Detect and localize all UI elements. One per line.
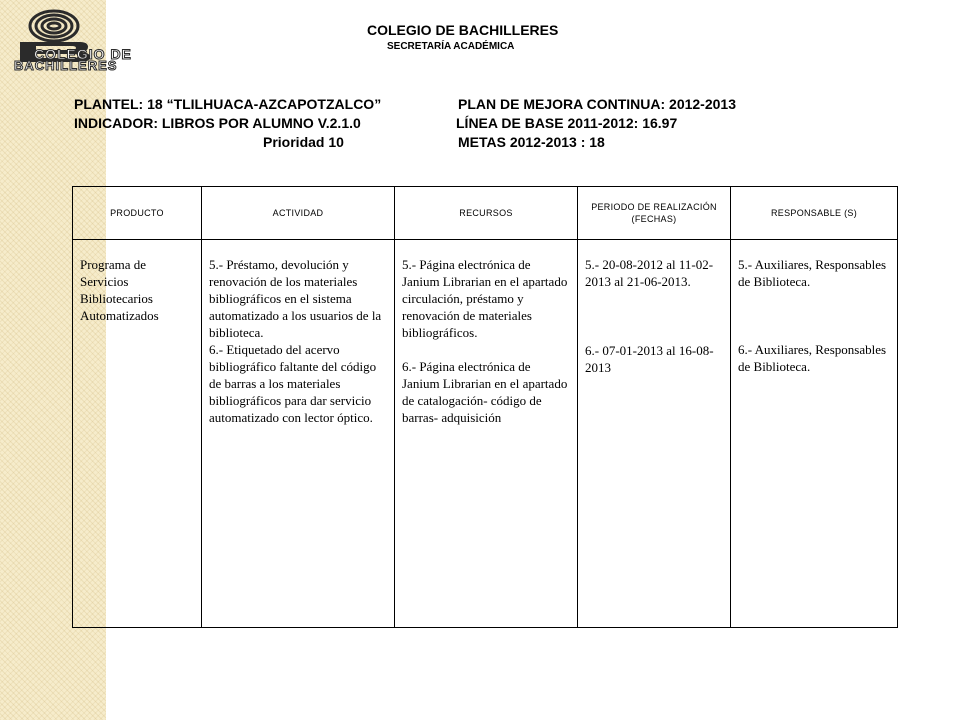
metas-label: METAS 2012-2013 : 18 [458, 134, 605, 150]
prioridad-label: Prioridad 10 [263, 134, 344, 150]
recursos-5-text: 5.- Página electrónica de Janium Librarian en el apartado circulación, préstamo y renovación de materiales bibliográficos. [402, 257, 568, 340]
logo-text-line2: BACHILLERES [14, 58, 118, 73]
indicador-label: INDICADOR: LIBROS POR ALUMNO V.2.1.0 [74, 115, 361, 131]
table-header-row [73, 187, 898, 240]
plan-label: PLAN DE MEJORA CONTINUA: 2012-2013 [458, 96, 736, 112]
actividad-5-text: 5.- Préstamo, devolución y renovación de los materiales bibliográficos en el sistema automatizado a los usuarios de la biblioteca. [209, 257, 382, 340]
org-title: COLEGIO DE BACHILLERES [367, 22, 559, 38]
plan-table [72, 186, 898, 628]
col-header-periodo: PERIODO DE REALIZACIÓN (FECHAS) [578, 187, 731, 240]
col-header-actividad: ACTIVIDAD [202, 187, 395, 240]
responsable-6-text: 6.- Auxiliares, Responsables de Biblioteca. [738, 342, 887, 374]
periodo-6-text: 6.- 07-01-2013 al 16-08-2013 [585, 343, 714, 375]
recursos-6-text: 6.- Página electrónica de Janium Librarian en el apartado de catalogación- código de barras- adquisición [402, 359, 568, 425]
cell-responsable [731, 240, 898, 628]
logo-text-line1: COLEGIO DE [34, 46, 132, 62]
cell-recursos [395, 240, 578, 628]
col-header-producto: PRODUCTO [73, 187, 202, 240]
plantel-label: PLANTEL: 18 “TLILHUACA-AZCAPOTZALCO” [74, 96, 382, 112]
cell-actividad [202, 240, 395, 628]
periodo-5-text: 5.- 20-08-2012 al 11-02-2013 al 21-06-2013. [585, 257, 714, 289]
table-row [73, 240, 898, 628]
responsable-5-text: 5.- Auxiliares, Responsables de Biblioteca. [738, 257, 887, 289]
col-header-responsable: RESPONSABLE (S) [731, 187, 898, 240]
org-subtitle: SECRETARÍA ACADÉMICA [387, 41, 515, 52]
actividad-6-text: 6.- Etiquetado del acervo bibliográfico faltante del código de barras a los materiales bibliográficos para dar servicio automatizado con lector óptico. [209, 342, 377, 425]
cell-producto [73, 240, 202, 628]
producto-text: Programa de Servicios Bibliotecarios Automatizados [80, 257, 159, 323]
col-header-recursos: RECURSOS [395, 187, 578, 240]
cell-periodo [578, 240, 731, 628]
linea-base-label: LÍNEA DE BASE 2011-2012: 16.97 [456, 115, 678, 131]
